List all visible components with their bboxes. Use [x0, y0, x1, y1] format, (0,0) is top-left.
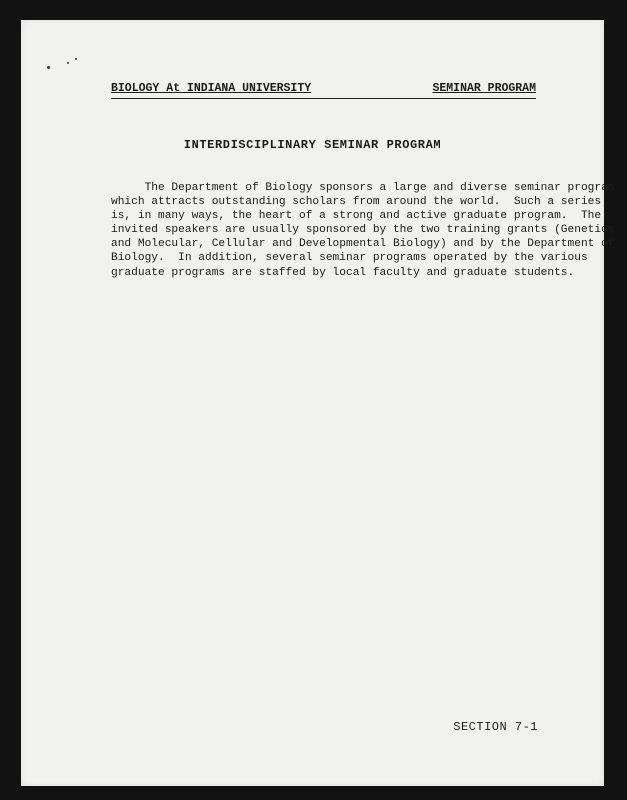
- body-line: and Molecular, Cellular and Developmental Biology) and by the Department of: [111, 238, 615, 251]
- ink-speck: [67, 62, 69, 64]
- ink-speck: [75, 58, 77, 60]
- document-title: INTERDISCIPLINARY SEMINAR PROGRAM: [183, 138, 442, 152]
- body-line: which attracts outstanding scholars from around the world. Such a series: [111, 196, 602, 209]
- page-header: [111, 82, 536, 99]
- section-label: SECTION 7-1: [453, 720, 538, 734]
- ink-speck: [47, 66, 50, 69]
- header-right-text: SEMINAR PROGRAM: [432, 82, 536, 95]
- body-line: The Department of Biology sponsors a large and diverse seminar program: [111, 182, 615, 194]
- body-line: graduate programs are staffed by local faculty and graduate students.: [111, 266, 575, 279]
- body-paragraph: [111, 181, 615, 280]
- header-left-text: BIOLOGY At INDIANA UNIVERSITY: [111, 82, 312, 95]
- body-line: is, in many ways, the heart of a strong and active graduate program. The: [111, 210, 602, 223]
- body-line: Biology. In addition, several seminar programs operated by the various: [111, 252, 588, 265]
- document-page: [21, 20, 615, 786]
- body-line: invited speakers are usually sponsored by the two training grants (Genetics: [111, 224, 615, 237]
